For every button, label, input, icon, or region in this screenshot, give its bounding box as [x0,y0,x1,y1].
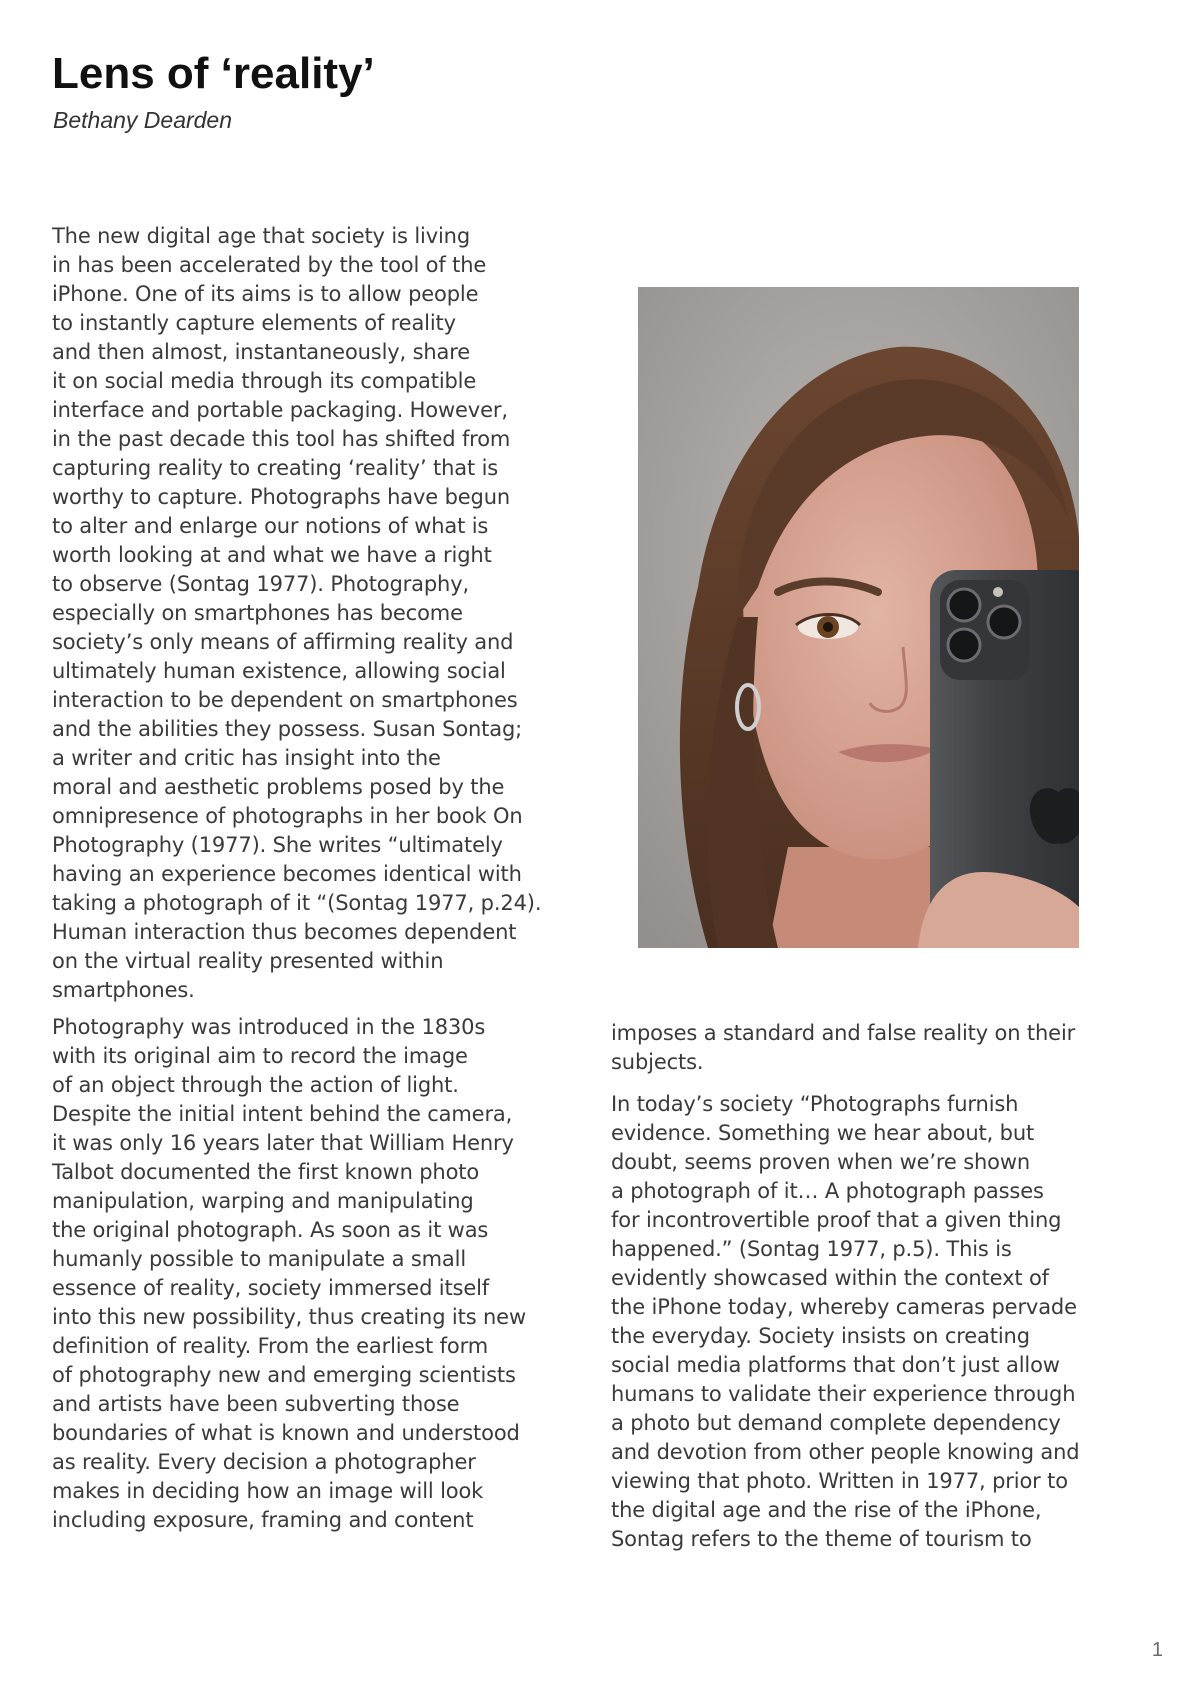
body-paragraph: The new digital age that society is living in has been accelerated by the tool of the iPhone. One of its aims is to allow people to instantly capture elements of reality and then almost, instantaneously, share it on social media through its compatible interface and portable packaging. However, in the past decade this tool has shifted from capturing reality to creating ‘reality’ that is worthy to capture. Photographs have begun to alter and enlarge our notions of what is worth looking at and what we have a right to observe (Sontag 1977). Photography, especially on smartphones has become society’s only means of affirming reality and ultimately human existence, allowing social interaction to be dependent on smartphones and the abilities they possess. Susan Sontag; a writer and critic has insight into the moral and aesthetic problems posed by the omnipresence of photographs in her book On Photography (1977). She writes “ultimately having an experience becomes identical with taking a photograph of it “(Sontag 1977, p.24). Human interaction thus becomes dependent on the virtual reality presented within smartphones. [52,224,542,1002]
body-paragraph: imposes a standard and false reality on their subjects. [611,1021,1076,1074]
body-paragraph: Photography was introduced in the 1830s with its original aim to record the image of an object through the action of light. Despite the initial intent behind the camera, it was only 16 years later that William Henry Talbot documented the first known photo manipulation, warping and manipulating the original photograph. As soon as it was humanly possible to manipulate a small essence of reality, society immersed itself into this new possibility, thus creating its new definition of reality. From the earliest form of photography new and emerging scientists and artists have been subverting those boundaries of what is known and understood as reality. Every decision a photographer makes in deciding how an image will look including exposure, framing and content [52,1015,526,1532]
document-title: Lens of ‘reality’ [52,49,375,98]
portrait-illustration [638,287,1079,948]
body-paragraph: In today’s society “Photographs furnish evidence. Something we hear about, but doubt, seems proven when we’re shown a photograph of it… A photograph passes for incontrovertible proof that a given thing happened.” (Sontag 1977, p.5). This is evidently showcased within the context of the iPhone today, whereby cameras pervade the everyday. Society insists on creating social media platforms that don’t just allow humans to validate their experience through a photo but demand complete dependency and devotion from other people knowing and viewing that photo. Written in 1977, prior to the digital age and the rise of the iPhone, Sontag refers to the theme of tourism to [611,1092,1080,1551]
author-name: Bethany Dearden [53,107,233,133]
portrait-photo [638,287,1079,948]
page-number: 1 [1151,1639,1163,1661]
